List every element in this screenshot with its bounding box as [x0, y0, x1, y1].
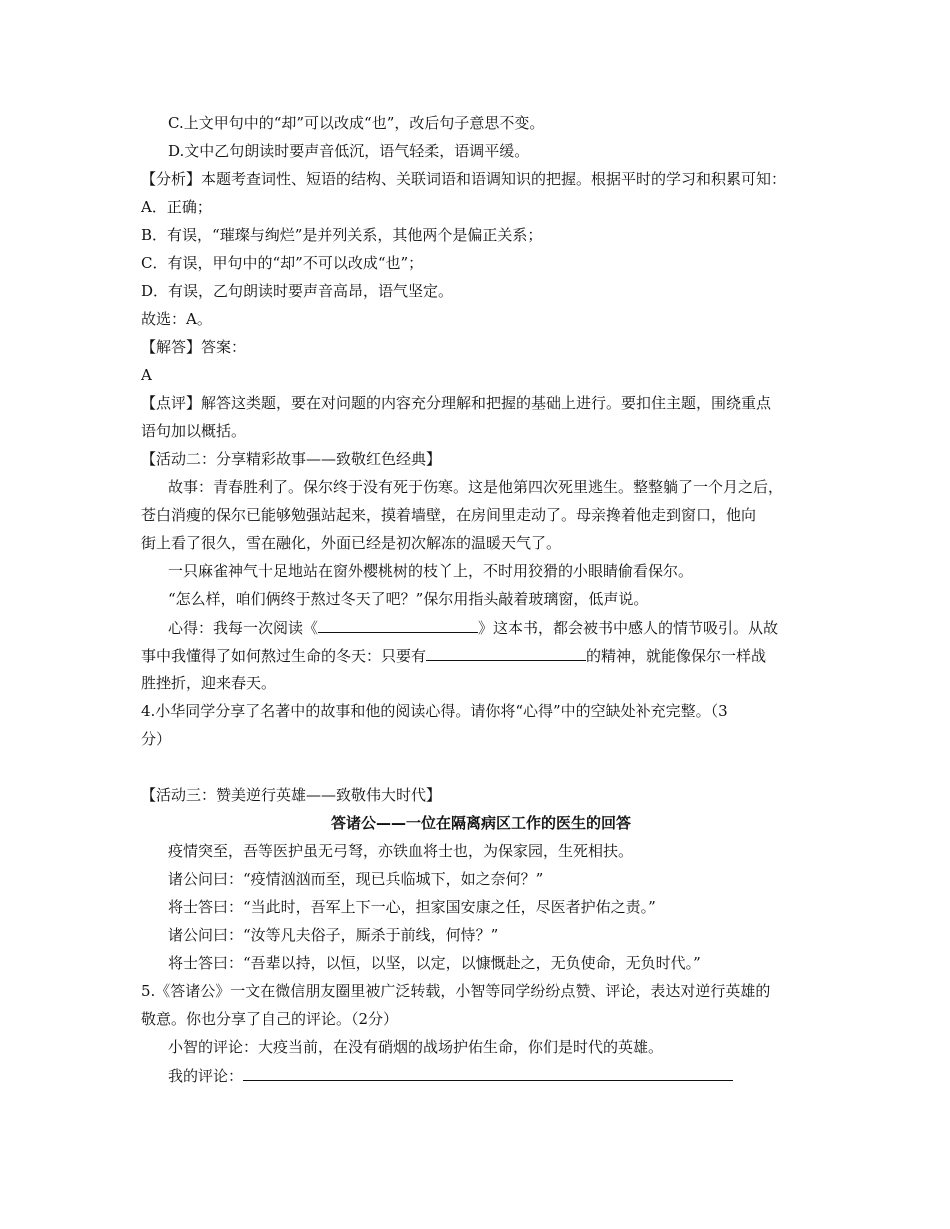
my-comment-line: [168, 1065, 848, 1086]
book-title-blank[interactable]: [318, 617, 478, 633]
passage-line-2: 诸公问曰：“疫情汹汹而至，现已兵临城下，如之奈何？”: [168, 870, 544, 888]
question-4-line-2: 分）: [141, 730, 172, 748]
xiaozhi-comment: 小智的评论：大疫当前，在没有硝烟的战场护佑生命，你们是时代的英雄。: [168, 1038, 664, 1056]
analysis-b: B．有误，“璀璨与绚烂”是并列关系，其他两个是偏正关系；: [141, 226, 543, 244]
reflection-text-2a: 事中我懂得了如何熬过生命的冬天：只要有: [141, 647, 427, 665]
question-5-line-1: 5.《答诸公》一文在微信朋友圈里被广泛转载，小智等同学纷纷点赞、评论，表达对逆行英雄的: [141, 982, 771, 1000]
question-5-line-2: 敬意。你也分享了自己的评论。（2分）: [141, 1010, 399, 1028]
analysis-d: D．有误，乙句朗读时要声音高昂，语气坚定。: [141, 282, 454, 300]
passage-line-4: 诸公问曰：“汝等凡夫俗子，厮杀于前线，何恃？”: [168, 926, 499, 944]
reflection-text-1b: 》这本书，都会被书中感人的情节吸引。从故: [478, 619, 779, 637]
option-c-line: C.上文甲句中的“却”可以改成“也”，改后句子意思不变。: [168, 114, 545, 132]
my-comment-label: 我的评论：: [168, 1067, 244, 1085]
comment-line-2: 语句加以概括。: [141, 422, 247, 440]
activity-three-heading: 【活动三：赞美逆行英雄——致敬伟大时代】: [141, 786, 442, 804]
reflection-line-2: [141, 645, 821, 666]
answer-heading: 【解答】答案：: [141, 338, 247, 356]
story-line-3: 街上看了很久，雪在融化，外面已经是初次解冻的温暖天气了。: [141, 534, 562, 552]
reflection-text-2b: 的精神，就能像保尔一样战: [586, 647, 767, 665]
choice-line: 故选：A。: [141, 310, 212, 328]
reflection-text-1a: 心得：我每一次阅读《: [168, 619, 319, 637]
analysis-a: A．正确；: [141, 198, 212, 216]
passage-title: 答诸公——一位在隔离病区工作的医生的回答: [330, 814, 631, 832]
story-line-5: “怎么样，咱们俩终于熬过冬天了吧？”保尔用指头敲着玻璃窗，低声说。: [168, 590, 649, 608]
story-line-2: 苍白消瘦的保尔已能够勉强站起来，摸着墙壁，在房间里走动了。母亲搀着他走到窗口，他向: [141, 506, 757, 524]
analysis-c: C．有误，甲句中的“却”不可以改成“也”；: [141, 254, 424, 272]
activity-two-heading: 【活动二：分享精彩故事——致敬红色经典】: [141, 450, 442, 468]
analysis-heading: 【分析】本题考查词性、短语的结构、关联词语和语调知识的把握。根据平时的学习和积累可知：: [141, 170, 787, 188]
option-d-line: D.文中乙句朗读时要声音低沉，语气轻柔，语调平缓。: [168, 142, 530, 160]
reflection-line-3: 胜挫折，迎来春天。: [141, 674, 277, 692]
passage-line-1: 疫情突至，吾等医护虽无弓弩，亦铁血将士也，为保家园，生死相扶。: [168, 842, 634, 860]
reflection-line-1: [168, 617, 848, 638]
spirit-blank[interactable]: [426, 645, 586, 661]
passage-line-3: 将士答曰：“当此时，吾军上下一心，担家国安康之任，尽医者护佑之责。”: [168, 898, 656, 916]
story-line-1: 故事：青春胜利了。保尔终于没有死于伤寒。这是他第四次死里逃生。整整躺了一个月之后，: [168, 478, 784, 496]
passage-line-5: 将士答曰：“吾辈以持，以恒，以坚，以定，以慷慨赴之，无负使命，无负时代。”: [168, 954, 701, 972]
comment-line-1: 【点评】解答这类题，要在对问题的内容充分理解和把握的基础上进行。要扣住主题，围绕重点: [141, 394, 772, 412]
story-line-4: 一只麻雀神气十足地站在窗外樱桃树的枝丫上，不时用狡猾的小眼睛偷看保尔。: [168, 562, 694, 580]
question-4-line-1: 4.小华同学分享了名著中的故事和他的阅读心得。请你将“心得”中的空缺处补充完整。（3: [141, 702, 728, 720]
my-comment-blank[interactable]: [243, 1065, 733, 1081]
answer-value: A: [141, 366, 152, 384]
